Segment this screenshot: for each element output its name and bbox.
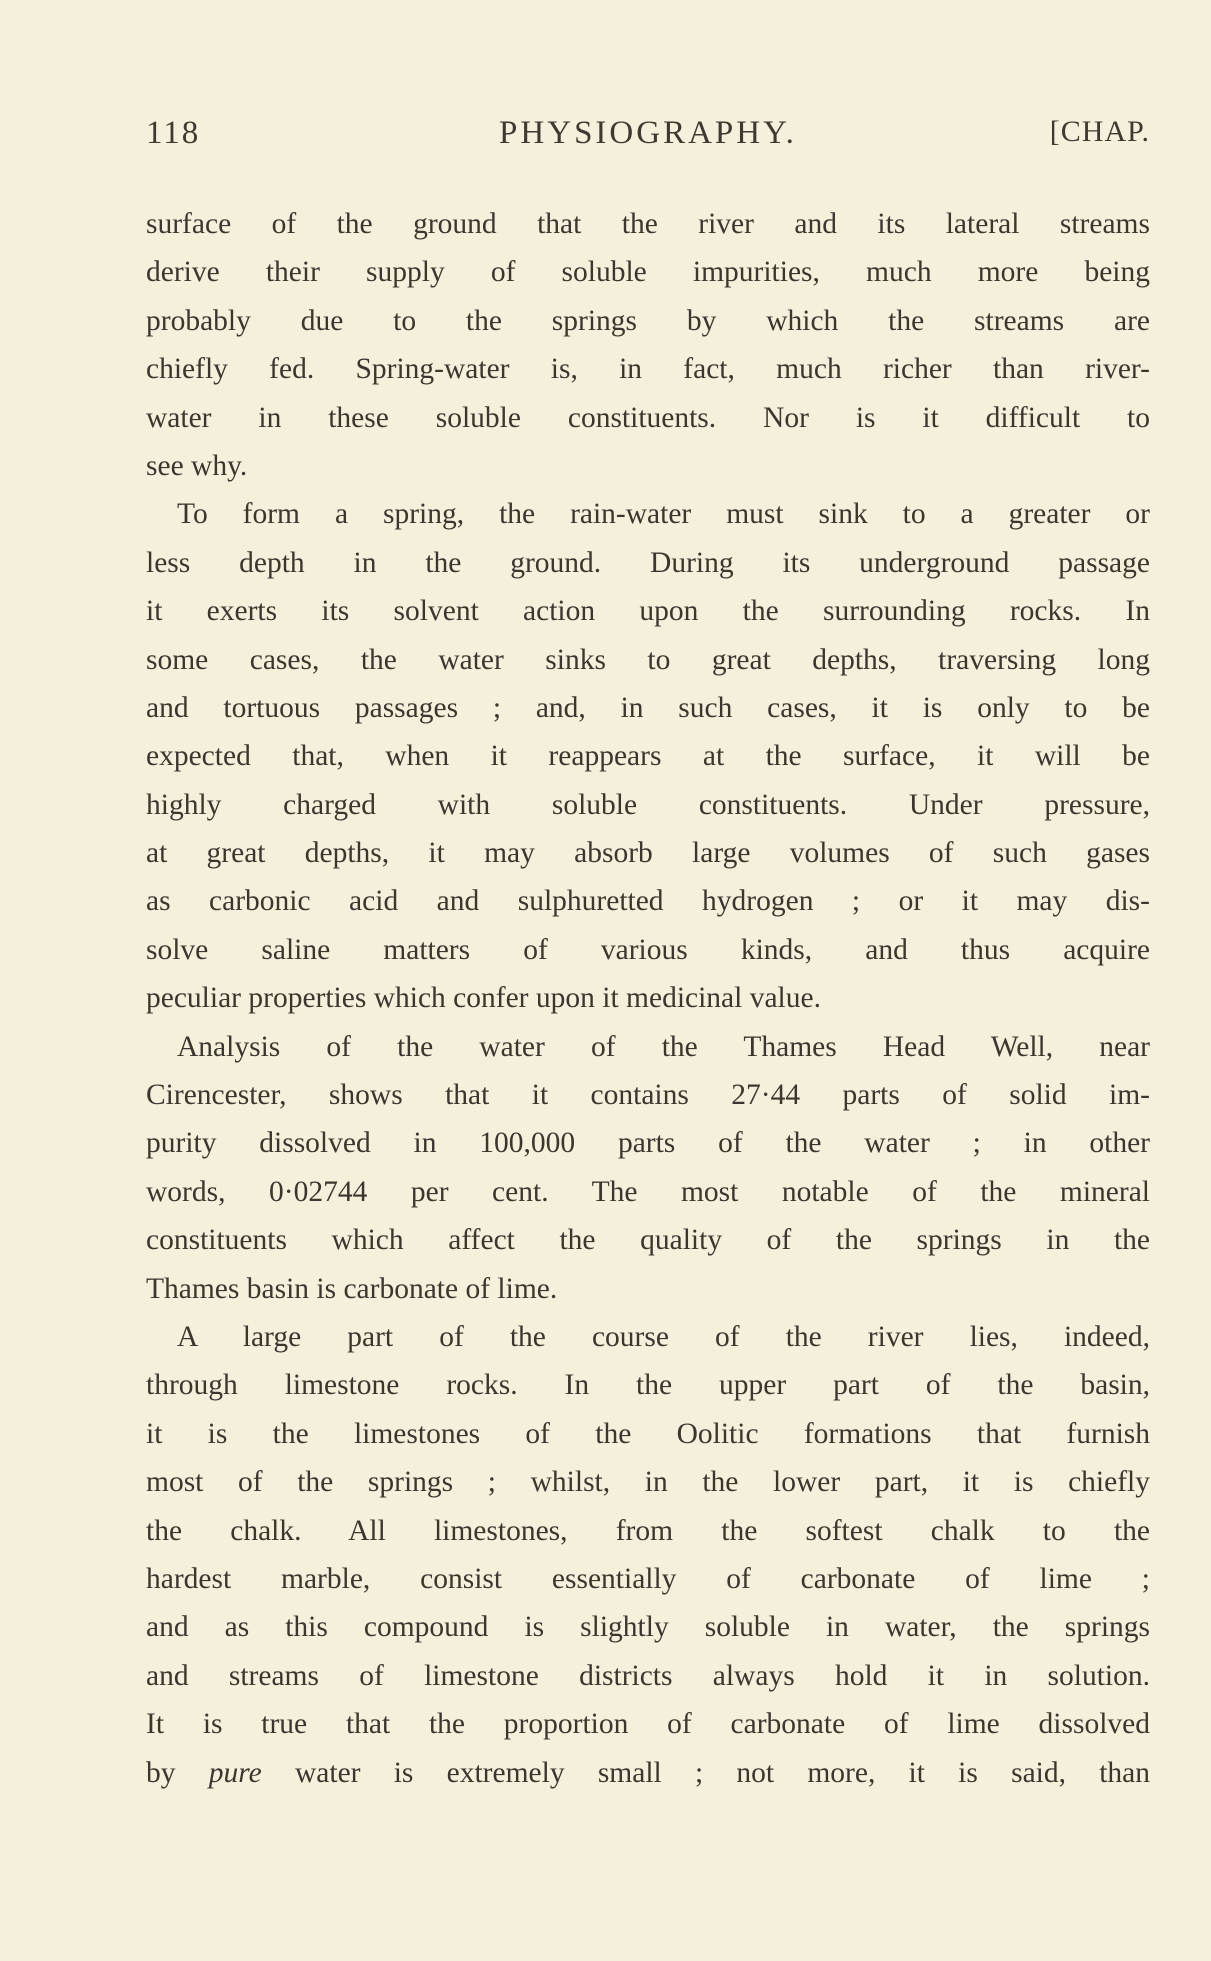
text-line: words, 0·02744 per cent. The most notable of the mineral — [146, 1175, 1150, 1208]
text-line: It is true that the proportion of carbonate of lime dissolved — [146, 1708, 1150, 1741]
text-line: the chalk. All limestones, from the softest chalk to the — [146, 1514, 1150, 1547]
text-line: as carbonic acid and sulphuretted hydrogen ; or it may dis- — [146, 885, 1150, 918]
text-line: expected that, when it reappears at the surface, it will be — [146, 740, 1150, 773]
body-text — [146, 200, 1150, 1797]
text-line: at great depths, it may absorb large volumes of such gases — [146, 837, 1150, 870]
text-line: derive their supply of soluble impurities, much more being — [146, 256, 1150, 289]
text-line: and tortuous passages ; and, in such cases, it is only to be — [146, 691, 1150, 724]
text-line: chiefly fed. Spring-water is, in fact, much richer than river- — [146, 353, 1150, 386]
page-number: 118 — [146, 115, 201, 151]
text-line: through limestone rocks. In the upper part of the basin, — [146, 1369, 1150, 1402]
italic-word: pure — [208, 1756, 262, 1789]
running-title: PHYSIOGRAPHY. — [499, 115, 797, 151]
line-segment: water is extremely small ; not more, it is said, than — [294, 1756, 1150, 1789]
line-segment: by — [146, 1756, 176, 1789]
paragraph-first-line: Analysis of the water of the Thames Head Well, near — [177, 1030, 1150, 1063]
text-line: solve saline matters of various kinds, and thus acquire — [146, 933, 1150, 966]
text-line — [146, 1749, 1150, 1797]
text-line: it exerts its solvent action upon the surrounding rocks. In — [146, 595, 1150, 628]
text-line: Cirencester, shows that it contains 27·44 parts of solid im- — [146, 1079, 1150, 1112]
text-line: surface of the ground that the river and its lateral streams — [146, 208, 1150, 240]
text-line: less depth in the ground. During its underground passage — [146, 546, 1150, 579]
paragraph-first-line: To form a spring, the rain-water must sink to a greater or — [177, 498, 1150, 531]
page-header — [146, 115, 1150, 165]
text-line: some cases, the water sinks to great depths, traversing long — [146, 643, 1150, 676]
text-line: Thames basin is carbonate of lime. — [146, 1272, 558, 1305]
text-line: see why. — [146, 449, 248, 482]
text-line: constituents which affect the quality of the springs in the — [146, 1224, 1150, 1257]
paragraph-first-line: A large part of the course of the river lies, indeed, — [177, 1320, 1150, 1353]
text-line: and as this compound is slightly soluble in water, the springs — [146, 1611, 1150, 1644]
text-line: and streams of limestone districts always hold it in solution. — [146, 1659, 1150, 1692]
text-line: water in these soluble constituents. Nor is it difficult to — [146, 401, 1150, 434]
text-line: probably due to the springs by which the streams are — [146, 304, 1150, 337]
text-line: peculiar properties which confer upon it medicinal value. — [146, 982, 821, 1015]
text-line: purity dissolved in 100,000 parts of the water ; in other — [146, 1127, 1150, 1160]
text-line: it is the limestones of the Oolitic formations that furnish — [146, 1417, 1150, 1450]
text-line: hardest marble, consist essentially of carbonate of lime ; — [146, 1562, 1150, 1595]
chapter-mark: [CHAP. — [1049, 115, 1150, 148]
text-line: most of the springs ; whilst, in the lower part, it is chiefly — [146, 1466, 1150, 1499]
text-line: highly charged with soluble constituents. Under pressure, — [146, 788, 1150, 821]
